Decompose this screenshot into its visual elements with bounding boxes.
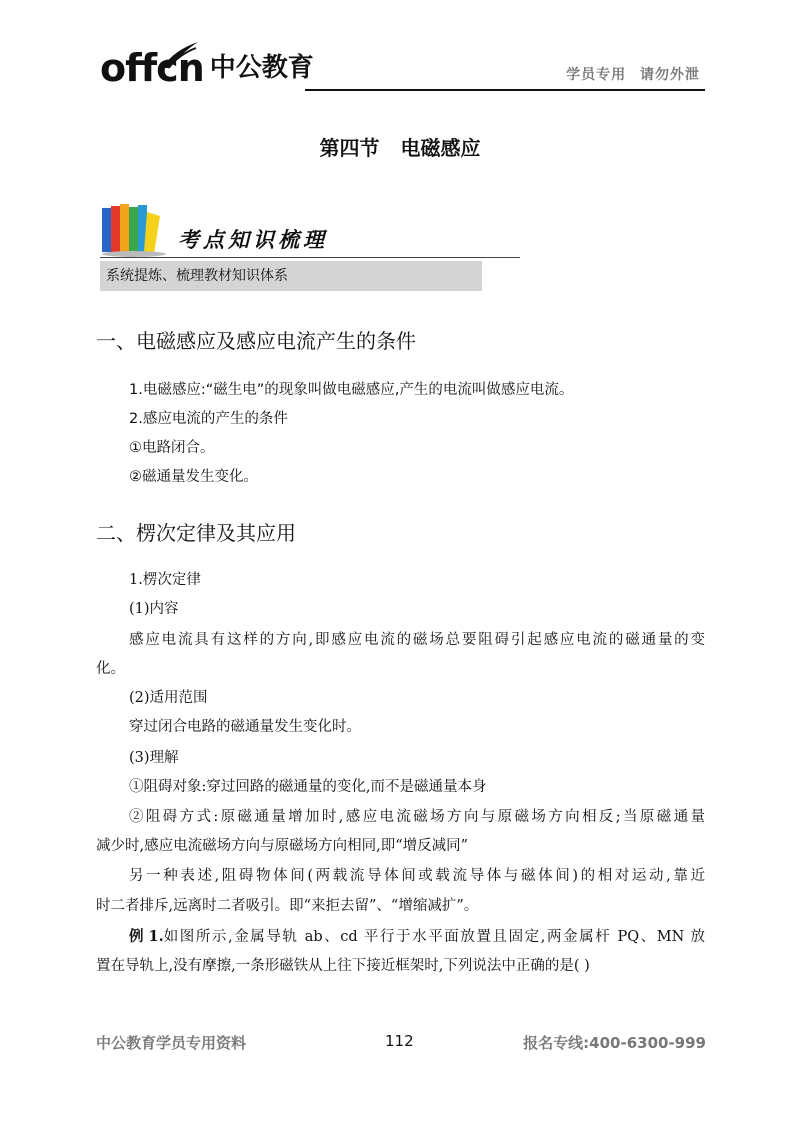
page-number: 112 — [385, 1032, 414, 1050]
text-line: 化。 — [96, 661, 125, 677]
heading-part2: 二、楞次定律及其应用 — [96, 521, 296, 545]
section-title: 第四节 电磁感应 — [319, 136, 481, 160]
header-divider — [305, 89, 705, 91]
text-line: ①电路闭合。 — [129, 440, 215, 456]
text-line: (2)适用范围 — [129, 690, 208, 706]
logo-wordmark: offcn — [100, 46, 204, 90]
text-line: 1.楞次定律 — [129, 572, 201, 588]
text-line: 减少时,感应电流磁场方向与原磁场方向相同,即“增反减同” — [96, 838, 469, 854]
footer-hotline: 报名专线:400-6300-999 — [523, 1034, 706, 1052]
text-line: 穿过闭合电路的磁通量发生变化时。 — [129, 719, 361, 735]
text-line: ②阻碍方式:原磁通量增加时,感应电流磁场方向与原磁场方向相反;当原磁通量 — [129, 809, 705, 825]
text-line: 置在导轨上,没有摩擦,一条形磁铁从上往下接近框架时,下列说法中正确的是( ) — [96, 958, 590, 974]
heading-part1: 一、电磁感应及感应电流产生的条件 — [96, 329, 416, 353]
text-line: ②磁通量发生变化。 — [129, 469, 258, 485]
text-line: 时二者排斥,远离时二者吸引。即“来拒去留”、“增缩减扩”。 — [96, 898, 479, 914]
logo-chinese-name: 中公教育 — [209, 53, 314, 83]
text-line: 1.电磁感应:“磁生电”的现象叫做电磁感应,产生的电流叫做感应电流。 — [129, 382, 574, 398]
logo-swoosh-icon — [160, 40, 200, 70]
header-notice: 学员专用 请勿外泄 — [566, 67, 700, 83]
banner-heading: 考点知识梳理 — [178, 227, 328, 252]
example-line — [129, 927, 705, 947]
brand-logo — [100, 40, 314, 90]
text-line: 2.感应电流的产生的条件 — [129, 411, 288, 427]
text-line: 另一种表述,阻碍物体间(两载流导体间或载流导体与磁体间)的相对运动,靠近 — [129, 868, 705, 884]
text-line: (1)内容 — [129, 601, 179, 617]
text-line: (3)理解 — [129, 750, 179, 766]
books-icon — [100, 202, 168, 258]
banner-subtitle: 系统提炼、梳理教材知识体系 — [100, 261, 482, 291]
banner-divider — [100, 257, 520, 258]
footer-left-label: 中公教育学员专用资料 — [96, 1034, 247, 1052]
text-line: ①阻碍对象:穿过回路的磁通量的变化,而不是磁通量本身 — [129, 779, 487, 795]
text-line: 感应电流具有这样的方向,即感应电流的磁场总要阻碍引起感应电流的磁通量的变 — [129, 632, 705, 648]
example-text: 如图所示,金属导轨 ab、cd 平行于水平面放置且固定,两金属杆 PQ、MN 放 — [163, 929, 705, 945]
example-label: 例 1. — [129, 928, 164, 945]
